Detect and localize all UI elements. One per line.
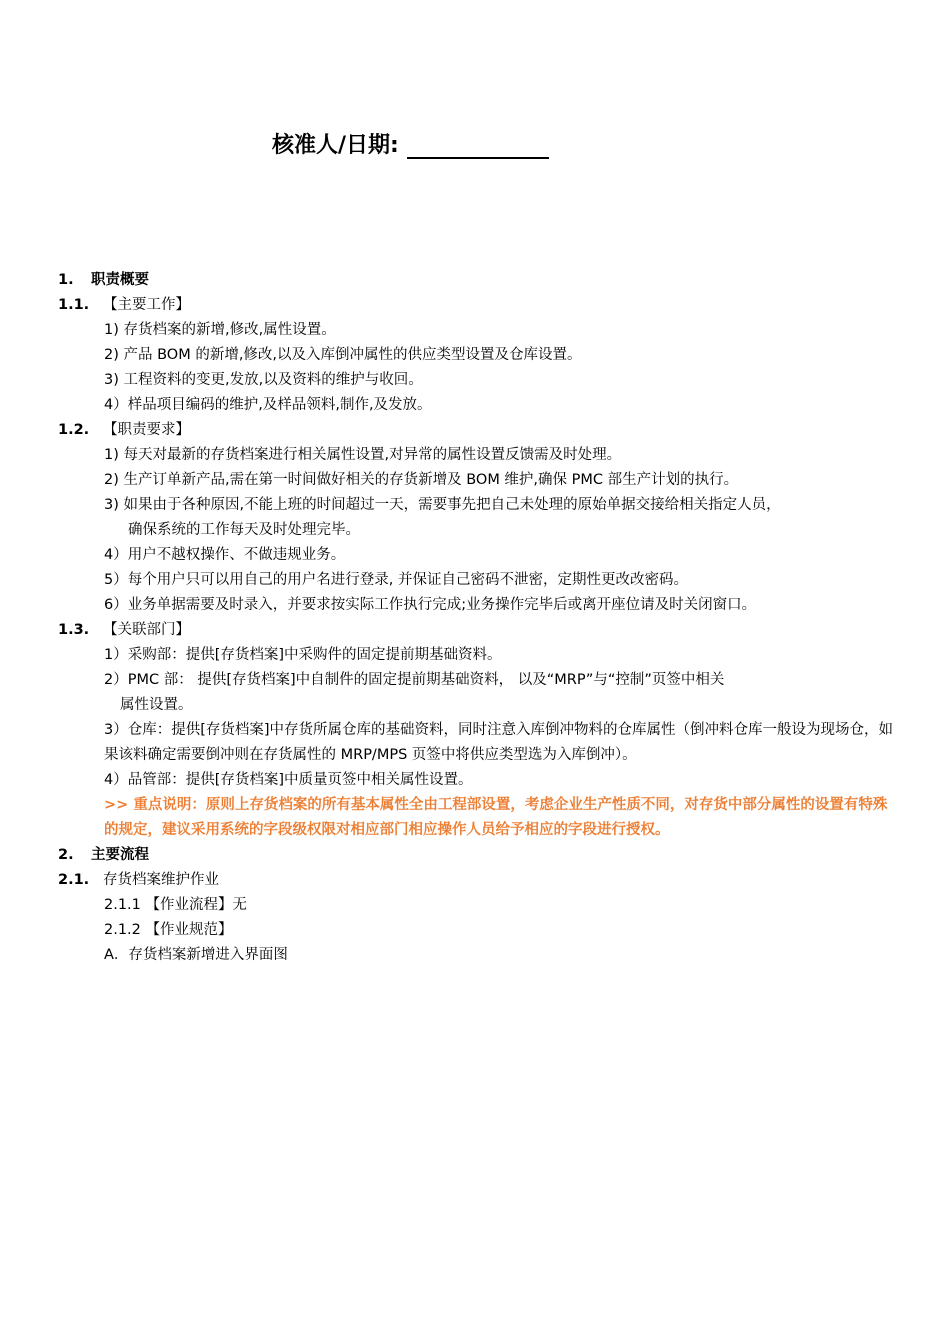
section-title: 【主要工作】 — [103, 297, 190, 313]
list-item: 4）用户不越权操作、不做违规业务。 — [104, 547, 346, 563]
subsection-item: 2.1.2 【作业规范】 — [104, 922, 233, 938]
section-1-3-heading — [58, 618, 898, 643]
list-item: 3) 工程资料的变更,发放,以及资料的维护与收回。 — [104, 372, 423, 388]
list-item: 1）采购部：提供[存货档案]中采购件的固定提前期基础资料。 — [104, 647, 502, 663]
section-number: 1.3. — [58, 622, 90, 638]
section-1-1-heading — [58, 293, 898, 318]
list-item: 2) 生产订单新产品,需在第一时间做好相关的存货新增及 BOM 维护,确保 PMC 部生产计划的执行。 — [104, 472, 739, 488]
section-title: 存货档案维护作业 — [103, 872, 219, 888]
section-title: 【关联部门】 — [103, 622, 190, 638]
emphasis-note: >> 重点说明：原则上存货档案的所有基本属性全由工程部设置，考虑企业生产性质不同，对存货中部分属性的设置有特殊的规定，建议采用系统的字段级权限对相应部门相应操作人员给予相应的字段进行授权。 — [104, 797, 888, 838]
list-item: 1) 存货档案的新增,修改,属性设置。 — [104, 322, 336, 338]
section-title: 职责概要 — [91, 272, 149, 288]
approver-label: 核准人/日期: — [272, 133, 399, 158]
approver-date-line — [272, 128, 549, 159]
section-number: 1. — [58, 272, 74, 288]
subsection-item: 2.1.1 【作业流程】无 — [104, 897, 248, 913]
list-item-continuation: 属性设置。 — [120, 697, 193, 713]
list-item: 2）PMC 部： 提供[存货档案]中自制件的固定提前期基础资料， 以及“MRP”与“控制”页签中相关 — [104, 672, 725, 688]
list-item: 4）品管部：提供[存货档案]中质量页签中相关属性设置。 — [104, 772, 473, 788]
list-item: 5）每个用户只可以用自己的用户名进行登录, 并保证自己密码不泄密，定期性更改改密码。 — [104, 572, 688, 588]
section-title: 主要流程 — [91, 847, 149, 863]
section-number: 2.1. — [58, 872, 90, 888]
signature-blank — [407, 133, 549, 159]
list-item: 3）仓库：提供[存货档案]中存货所属仓库的基础资料，同时注意入库倒冲物料的仓库属性（倒冲料仓库一般设为现场仓，如果该料确定需要倒冲则在存货属性的 MRP/MPS 页签中将供应类型选为入库倒冲）。 — [104, 722, 894, 763]
list-item: 1) 每天对最新的存货档案进行相关属性设置,对异常的属性设置反馈需及时处理。 — [104, 447, 622, 463]
list-item-continuation: 确保系统的工作每天及时处理完毕。 — [128, 522, 360, 538]
document-body — [58, 268, 898, 968]
section-title: 【职责要求】 — [103, 422, 190, 438]
section-1-2-heading — [58, 418, 898, 443]
subsection-item: A．存货档案新增进入界面图 — [104, 947, 288, 963]
section-1-heading — [58, 268, 898, 293]
section-number: 1.1. — [58, 297, 90, 313]
list-item: 2) 产品 BOM 的新增,修改,以及入库倒冲属性的供应类型设置及仓库设置。 — [104, 347, 582, 363]
section-number: 2. — [58, 847, 74, 863]
section-number: 1.2. — [58, 422, 90, 438]
list-item: 4）样品项目编码的维护,及样品领料,制作,及发放。 — [104, 397, 432, 413]
list-item: 3) 如果由于各种原因,不能上班的时间超过一天，需要事先把自己未处理的原始单据交接给相关指定人员， — [104, 497, 781, 513]
list-item: 6）业务单据需要及时录入，并要求按实际工作执行完成;业务操作完毕后或离开座位请及时关闭窗口。 — [104, 597, 757, 613]
section-2-heading — [58, 843, 898, 868]
section-2-1-heading — [58, 868, 898, 893]
